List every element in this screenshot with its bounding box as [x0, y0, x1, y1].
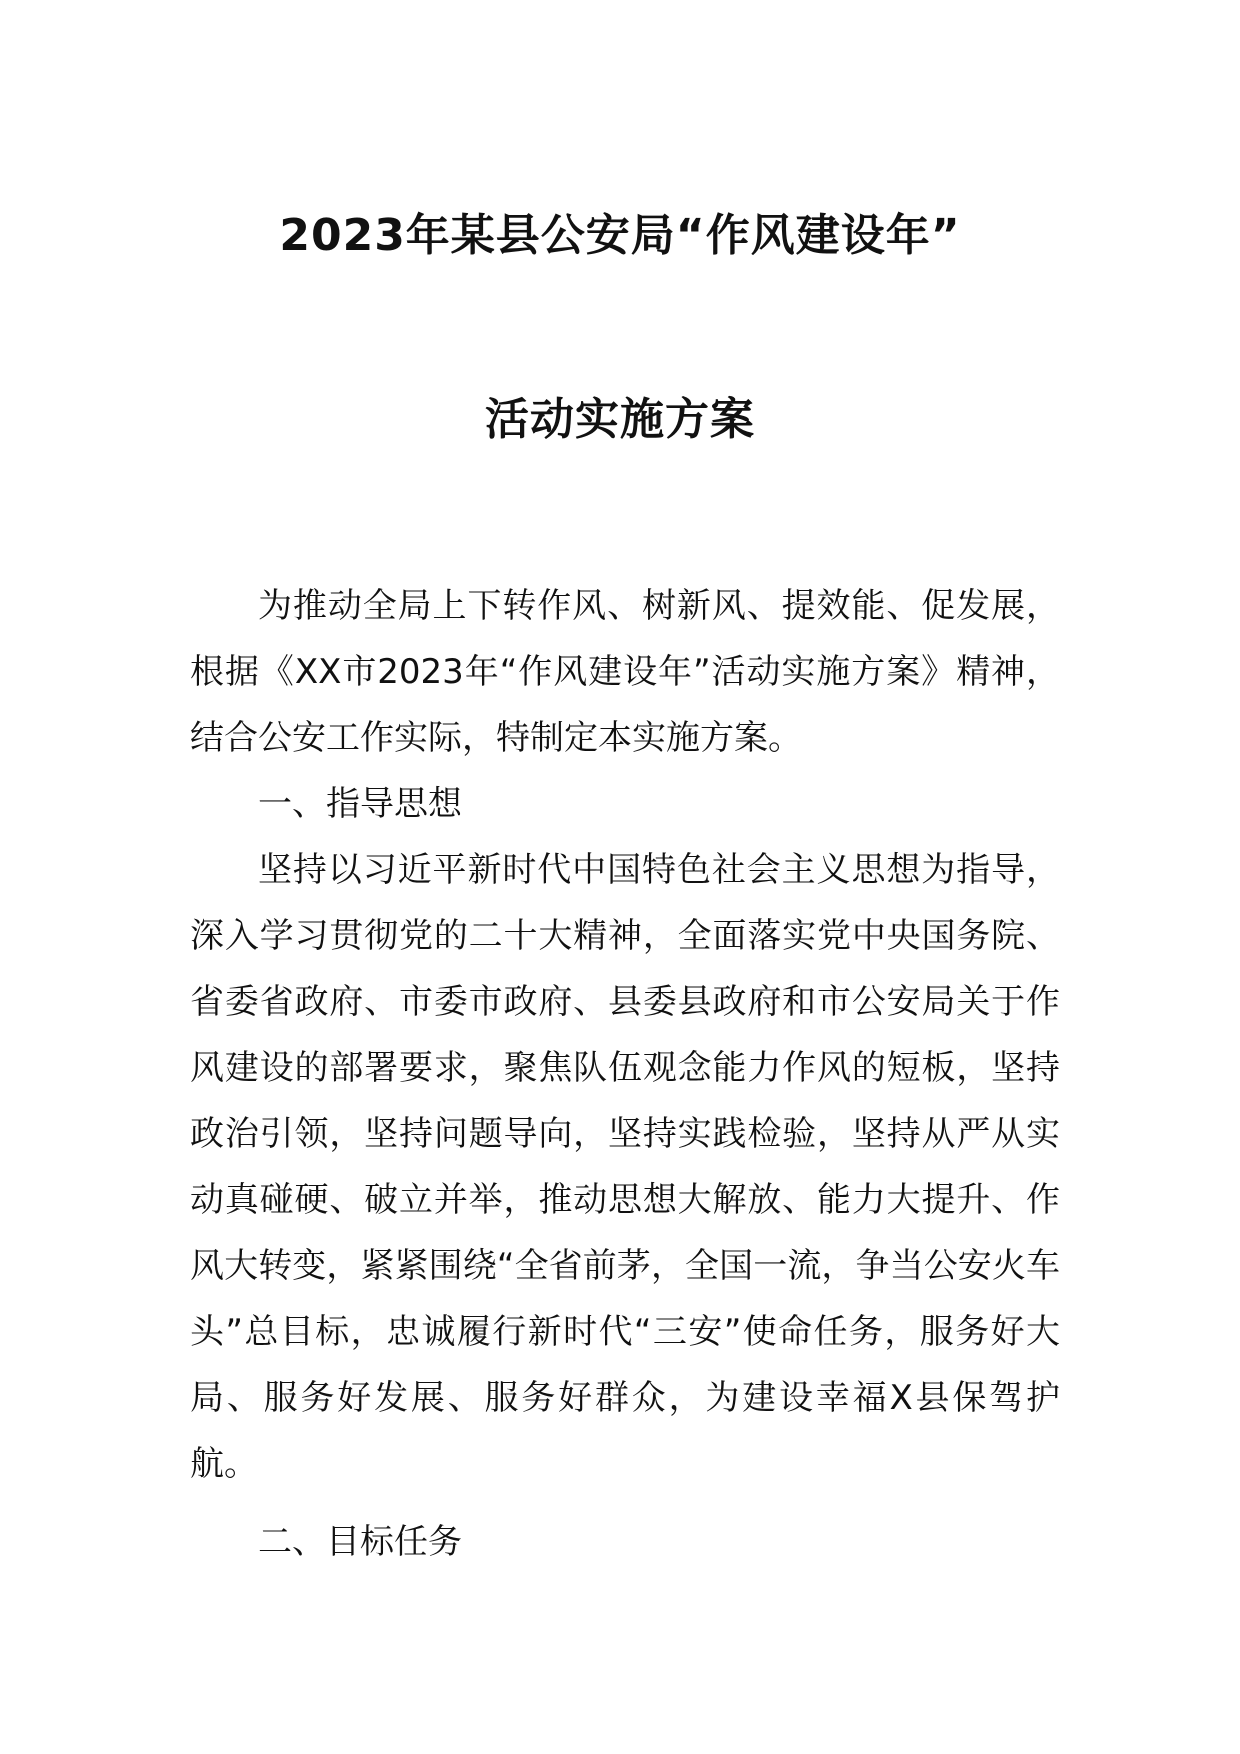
section-heading-goals-tasks: 二、目标任务 — [258, 1522, 462, 1562]
document-title-line-2: 活动实施方案 — [485, 394, 755, 445]
document-body — [190, 573, 1060, 1575]
section-heading-guiding-thought: 一、指导思想 — [258, 784, 462, 824]
guiding-thought-paragraph: 坚持以习近平新时代中国特色社会主义思想为指导，深入学习贯彻党的二十大精神，全面落实党中央国务院、省委省政府、市委市政府、县委县政府和市公安局关于作风建设的部署要求，聚焦队伍观念能力作风的短板，坚持政治引领，坚持问题导向，坚持实践检验，坚持从严从实动真碰硬、破立并举，推动思想大解放、能力大提升、作风大转变，紧紧围绕“全省前茅，全国一流，争当公安火车头”总目标，忠诚履行新时代“三安”使命任务，服务好大局、服务好发展、服务好群众，为建设幸福X县保驾护航。 — [190, 850, 1060, 1484]
document-title-line-1: 2023年某县公安局“作风建设年” — [279, 210, 961, 261]
intro-paragraph: 为推动全局上下转作风、树新风、提效能、促发展，根据《XX市2023年“作风建设年”活动实施方案》精神，结合公安工作实际，特制定本实施方案。 — [190, 586, 1060, 758]
